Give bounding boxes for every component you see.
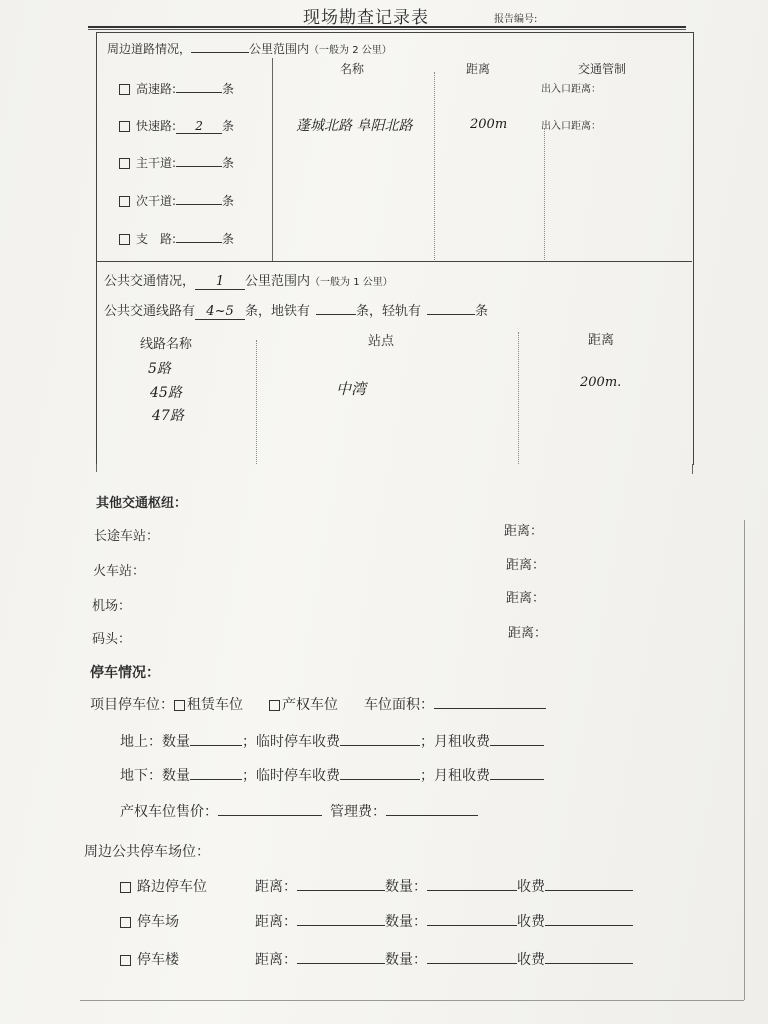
roads-divider-2: [434, 72, 435, 260]
parking-section-title: 停车情况：: [90, 665, 160, 681]
hubs-section-title: 其他交通枢纽：: [96, 496, 188, 511]
parking-project-row: 项目停车位： 租赁车位 产权车位 车位面积：: [90, 694, 546, 714]
hub-train-station: 火车站：: [93, 564, 146, 579]
roads-divider-1: [272, 58, 273, 261]
parking-owned-checkbox[interactable]: [269, 700, 280, 711]
hub-train-station-distance: 距离：: [506, 558, 546, 573]
hub-pier: 码头：: [92, 632, 132, 647]
header-rule-thin: [88, 29, 686, 30]
public-parking-building-row: 停车楼 距离： 数量： 收费: [120, 949, 633, 969]
road-row-branch[interactable]: 支 路: 条: [119, 230, 234, 247]
form-frame-lower-right: [744, 520, 745, 1000]
roads-section-bottom: [96, 261, 692, 262]
hub-pier-distance: 距离：: [508, 626, 548, 641]
road-row-main[interactable]: 主干道: 条: [119, 154, 234, 171]
roads-handwritten-distance: 200m: [470, 117, 508, 132]
hub-airport: 机场：: [92, 599, 132, 614]
public-parking-lot-row: 停车场 距离： 数量： 收费: [120, 911, 633, 931]
hub-long-distance-bus-distance: 距离：: [504, 524, 544, 539]
parking-sale-row: 产权车位售价： 管理费：: [120, 801, 478, 821]
transit-col-station: 站点: [368, 334, 395, 349]
transit-col-line-name: 线路名称: [140, 337, 193, 352]
road-checkbox-fastway[interactable]: [119, 121, 130, 132]
transit-station: 中湾: [336, 380, 367, 398]
roads-divider-3: [544, 128, 545, 260]
road-row-expressway[interactable]: 高速路: 条: [119, 80, 234, 97]
transit-divider-1: [256, 340, 257, 464]
roads-entry-distance-1: 出入口距离：: [541, 84, 601, 95]
transit-line-2: 45路: [150, 385, 182, 401]
form-title: 现场勘查记录表: [303, 8, 429, 28]
public-lot-checkbox[interactable]: [120, 917, 131, 928]
roads-col-control: 交通管制: [578, 62, 627, 76]
road-checkbox-secondary[interactable]: [119, 196, 130, 207]
parking-underground-row: 地下：数量 ；临时停车收费 ；月租收费: [120, 765, 544, 785]
road-row-fastway[interactable]: 快速路: 2 条: [119, 117, 234, 134]
public-parking-roadside-row: 路边停车位 距离： 数量： 收费: [120, 876, 633, 896]
public-roadside-checkbox[interactable]: [120, 882, 131, 893]
parking-ground-row: 地上：数量 ；临时停车收费 ；月租收费: [120, 731, 544, 751]
road-checkbox-branch[interactable]: [119, 234, 130, 245]
hub-airport-distance: 距离：: [506, 591, 546, 606]
transit-lines-row: 公共交通线路有 4~5 条，地铁有 条，轻轨有 条: [104, 304, 489, 319]
parking-rent-checkbox[interactable]: [174, 700, 185, 711]
form-frame-lower-left: [96, 464, 97, 472]
report-number-label: 报告编号:: [494, 14, 538, 25]
transit-line-1: 5路: [148, 361, 171, 377]
form-frame-bottom: [80, 1000, 744, 1001]
hub-long-distance-bus: 长途车站：: [94, 529, 160, 544]
transit-distance: 200m.: [580, 375, 622, 390]
public-building-checkbox[interactable]: [120, 955, 131, 966]
roads-section-header: 周边道路情况， 公里范围内（一般为 2 公里）: [107, 42, 392, 56]
road-checkbox-expressway[interactable]: [119, 84, 130, 95]
road-row-secondary[interactable]: 次干道: 条: [119, 192, 234, 209]
transit-divider-2: [518, 332, 519, 464]
transit-section-header: 公共交通情况， 1 公里范围内（一般为 1 公里）: [104, 274, 393, 289]
parking-public-title: 周边公共停车场位：: [84, 844, 210, 860]
roads-entry-distance-2: 出入口距离：: [541, 121, 601, 132]
transit-line-3: 47路: [152, 408, 184, 424]
roads-col-distance: 距离: [466, 62, 491, 76]
roads-handwritten-names: 蓬城北路 阜阳北路: [296, 118, 413, 134]
roads-col-name: 名称: [340, 62, 365, 76]
road-checkbox-main[interactable]: [119, 158, 130, 169]
form-frame-right-ext: [692, 464, 693, 474]
header-rule: [88, 26, 686, 28]
transit-col-distance: 距离: [588, 333, 615, 348]
